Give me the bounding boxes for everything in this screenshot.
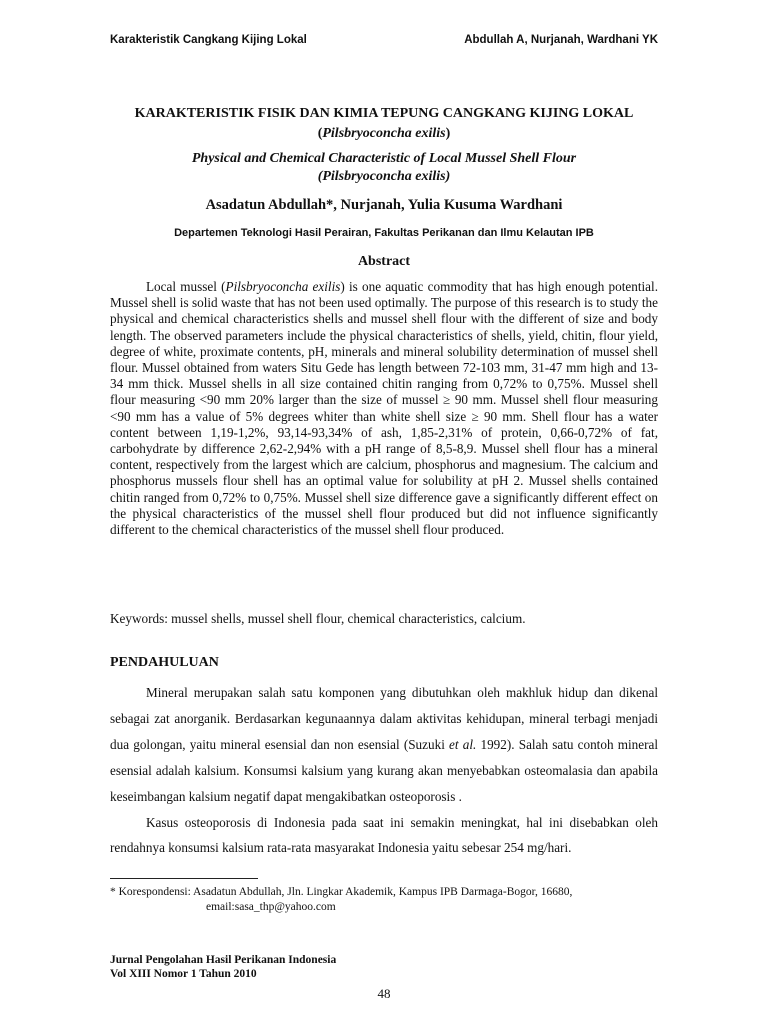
intro-p1-text: Mineral merupakan salah satu komponen yang dibutuhkan oleh makhluk hidup dan dikenal sebagai zat anorganik. Berdasarkan kegunaannya dalam aktivitas kehidupan, mineral terbagi menjadi dua golongan, yaitu mineral esensial dan non esensial (Suzuki — [110, 685, 658, 752]
paper-subtitle-line1: Physical and Chemical Characteristic of Local Mussel Shell Flour — [191, 151, 577, 166]
paper-title-line1: KARAKTERISTIK FISIK DAN KIMIA TEPUNG CANGKANG KIJING LOKAL — [134, 106, 634, 121]
abstract-species: Pilsbryoconcha exilis — [225, 279, 341, 294]
running-header-authors: Abdullah A, Nurjanah, Wardhani YK — [464, 34, 658, 46]
intro-p1-etal: et al. — [449, 736, 477, 752]
paper-title-species: (Pilsbryoconcha exilis) — [317, 126, 451, 141]
abstract-body — [110, 279, 658, 538]
running-header-title: Karakteristik Cangkang Kijing Lokal — [110, 34, 307, 46]
page-number: 48 — [377, 986, 391, 1001]
footnote — [110, 885, 670, 915]
footnote-line1: * Korespondensi: Asadatun Abdullah, Jln. Lingkar Akademik, Kampus IPB Darmaga-Bogor, 16680, — [110, 886, 573, 898]
abstract-text-start: Local mussel ( — [146, 279, 226, 294]
paper-title — [110, 104, 658, 144]
keywords: Keywords: mussel shells, mussel shell flour, chemical characteristics, calcium. — [110, 611, 526, 626]
abstract-text-rest: ) is one aquatic commodity that has high enough potential. Mussel shell is solid waste that has not been used optimally. The purpose of this research is to study the physical and chemical characteristics shells and mussel shell flour with the different of size and body length. The observed parameters include the physical characteristics of shells, yield, chitin, flour yield, degree of white, proximate contents, pH, minerals and mineral solubility determination of mussel shell flour. Mussel obtained from waters Situ Gede has length between 72-103 mm, 31-47 mm high and 13-34 mm thick. Mussel shells in all size contained chitin ranging from 0,72% to 0,75%. Mussel shell flour measuring <90 mm 20% larger than the size of mussel ≥ 90 mm. Mussel shell flour measuring <90 mm has a value of 5% degrees whiter than white shell size ≥ 90 mm. Shell flour has a water content between 1,19-1,2%, 93,14-93,34% of ash, 1,85-2,31% of protein, 0,66-0,72% of fat, carbohydrate by difference 2,62-2,94% with a pH range of 8,5-8,9. Mussel shell flour has a mineral content, respectively from the largest which are calcium, phosphorus and magnesium. The calcium and phosphorus mussels flour shell has an optimal value for solubility at pH 2. Mussel shells contained chitin ranged from 0,72% to 0,75%. Mussel shell size difference gave a significantly different effect on the physical characteristics of the mussel shell flour produced but did not influence significantly different to the chemical characteristics of the mussel shell flour produced. — [110, 279, 658, 538]
intro-p1-text-rest: 1992). Salah satu contoh mineral esensial adalah kalsium. Konsumsi kalsium yang kurang akan menyebabkan osteomalasia dan apabila keseimbangan kalsium negatif dapat mengakibatkan osteoporosis . — [110, 736, 658, 804]
journal-info — [110, 953, 336, 981]
intro-paragraph-1 — [110, 680, 658, 810]
intro-paragraph-2: Kasus osteoporosis di Indonesia pada saat ini semakin meningkat, hal ini disebabkan oleh rendahnya konsumsi kalsium rata-rata masyarakat Indonesia yaitu sebesar 254 mg/hari. — [110, 814, 658, 856]
journal-name: Jurnal Pengolahan Hasil Perikanan Indonesia — [110, 954, 337, 966]
paper-subtitle — [110, 150, 658, 186]
section-heading-pendahuluan: PENDAHULUAN — [110, 655, 219, 670]
affiliation: Departemen Teknologi Hasil Perairan, Fakultas Perikanan dan Ilmu Kelautan IPB — [174, 227, 594, 239]
paper-title-species-name: Pilsbryoconcha exilis — [322, 126, 446, 141]
footnote-divider — [110, 878, 258, 879]
paper-subtitle-line2: (Pilsbryoconcha exilis) — [317, 169, 451, 184]
footnote-email: email:sasa_thp@yahoo.com — [206, 901, 336, 913]
intro-body — [110, 680, 658, 861]
journal-volume: Vol XIII Nomor 1 Tahun 2010 — [110, 968, 257, 980]
abstract-heading: Abstract — [357, 254, 411, 269]
author-list: Asadatun Abdullah*, Nurjanah, Yulia Kusuma Wardhani — [205, 197, 563, 213]
